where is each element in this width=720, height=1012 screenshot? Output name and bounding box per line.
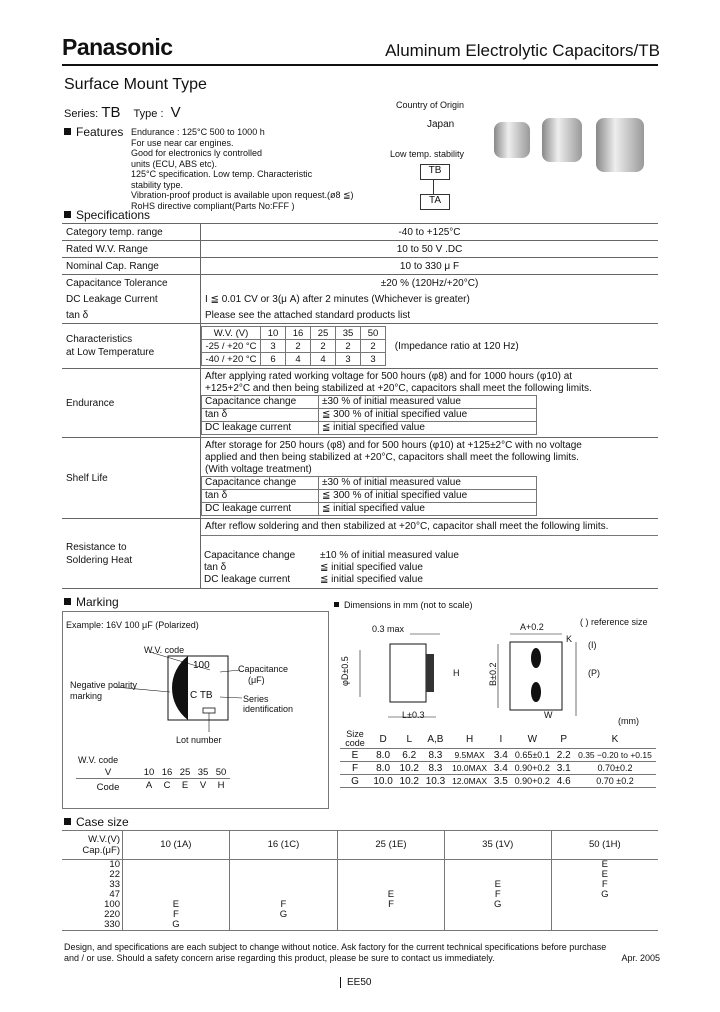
features-heading: Features	[64, 125, 123, 139]
series-value: TB	[101, 104, 121, 121]
capacitance-label: Capacitance (μF)	[238, 664, 289, 685]
spec-row-lowtemp: Characteristics at Low Temperature W.V. (V) 10 16 25 35 50 -25 / +20 °C 3 2 2 2 2 -40 / +20 °C 6 4 4 3 3 (Impedance ratio at 120 Hz)	[62, 324, 658, 369]
case-row: 47 E F G	[62, 890, 658, 900]
page-number: EE50	[340, 977, 371, 988]
case-row: 10 E	[62, 860, 658, 871]
case-row: 22 E	[62, 870, 658, 880]
lowtemp-table: W.V. (V) 10 16 25 35 50 -25 / +20 °C 3 2 2 2 2 -40 / +20 °C 6 4 4 3 3	[201, 326, 386, 366]
spec-row-endurance: Endurance After applying rated working voltage for 500 hours (φ8) and for 1000 hours (φ10) at +125+2°C and then being stabilized at +20°C, capacitors shall meet the following limits. Capacitance change ±30 % of initial measured value tan δ ≦ 300 % of initial specified value DC leakage current ≦ initial specified value	[62, 369, 658, 438]
specifications-table	[62, 223, 658, 589]
wv-code-label: W.V. code	[144, 645, 185, 655]
marking-value: 100	[193, 660, 210, 671]
dimension-drawing	[340, 622, 660, 730]
lot-number-label: Lot number	[176, 735, 222, 745]
dim-row: E 8.0 6.2 8.3 9.5MAX 3.4 0.65±0.1 2.2 0.35 −0.20 to +0.15	[340, 749, 656, 762]
spec-row: DC Leakage Current I ≦ 0.01 CV or 3(μ A) after 2 minutes (Whichever is greater)	[62, 291, 658, 307]
capacitor-photo-large	[596, 118, 644, 172]
dim-label-w: W	[544, 710, 553, 720]
dim-label-03max: 0.3 max	[372, 624, 405, 634]
impedance-note: (Impedance ratio at 120 Hz)	[394, 340, 519, 352]
footer-date: Apr. 2005	[621, 953, 660, 963]
header-rule	[62, 64, 658, 66]
capacitor-photo-medium	[542, 118, 582, 162]
stability-box-tb: TB	[420, 164, 450, 180]
dim-label-i: (I)	[588, 640, 597, 650]
case-row: 330 G	[62, 920, 658, 931]
spec-row: tan δ Please see the attached standard products list	[62, 307, 658, 324]
case-size-heading: Case size	[64, 815, 129, 829]
mount-type-heading: Surface Mount Type	[64, 76, 207, 93]
marking-code: C TB	[190, 690, 213, 701]
spec-row: Capacitance Tolerance ±20 % (120Hz/+20°C)	[62, 275, 658, 292]
series-line: Series: TB Type : V	[64, 104, 181, 121]
origin-country: Japan	[427, 119, 455, 130]
dim-label-p: (P)	[588, 668, 600, 678]
dim-label-h: H	[453, 668, 460, 678]
marking-diagram	[60, 640, 260, 750]
spec-row: Nominal Cap. Range 10 to 330 μ F	[62, 258, 658, 275]
stability-label: Low temp. stability	[390, 149, 465, 159]
wv-code-table: V 10 16 25 35 50 Code A C E V H	[76, 768, 230, 793]
dimensions-table: Size code D L A,B H I W P K E 8.0 6.2 8.3 9.5MAX 3.4 0.65±0.1 2.2 0.35 −0.20 to +0.15 F 8.0 10.2 8.3 10.0MAX 3.4 0.90+0.2 3.1 0.70±0.2 G 10.0 10.2 10.3 12.0MAX 3.5 0.90+0.2 4.6 0.70 ±0.2	[340, 730, 656, 788]
type-value: V	[170, 104, 181, 121]
case-row: 100 E F F G	[62, 900, 658, 910]
dim-label-phid: φD±0.5	[340, 656, 350, 686]
solder-limits: Capacitance change ±10 % of initial measured value tan δ ≦ initial specified value DC leakage current ≦ initial specified value	[204, 550, 459, 585]
case-size-table: W.V.(V) Cap.(μF) 10 (1A) 16 (1C) 25 (1E) 35 (1V) 50 (1H) 10 E 22 E 33 E F 47 E F G 100 E F F G 220 F G 330 G	[62, 830, 658, 931]
spec-row: Rated W.V. Range 10 to 50 V .DC	[62, 241, 658, 258]
footer-disclaimer: Design, and specifications are each subject to change without notice. Ask factory for the current technical specifications before purchase and / or use. Should a safety concern arise regarding this product, please be sure to contact us immediately. Apr. 2005	[64, 942, 660, 963]
marking-heading: Marking	[64, 595, 119, 609]
document-title: Aluminum Electrolytic Capacitors/TB	[385, 41, 660, 60]
shelf-limits: Capacitance change ±30 % of initial measured value tan δ ≦ 300 % of initial specified value DC leakage current ≦ initial specified value	[201, 476, 537, 516]
case-row: 33 E F	[62, 880, 658, 890]
specifications-heading: Specifications	[64, 208, 150, 222]
origin-label: Country of Origin	[396, 100, 465, 110]
spec-row: Category temp. range -40 to +125°C	[62, 224, 658, 241]
mm-label: (mm)	[618, 716, 639, 726]
dim-row: F 8.0 10.2 8.3 10.0MAX 3.4 0.90+0.2 3.1 0.70±0.2	[340, 762, 656, 775]
spec-row-shelf: Shelf Life After storage for 250 hours (φ8) and for 500 hours (φ10) at +125±2°C with no voltage applied and then being stabilized at +20°C, capacitors shall meet the following limits. (With voltage treatment) Capacitance change ±30 % of initial measured value tan δ ≦ 300 % of initial specified value DC leakage current ≦ initial specified value	[62, 438, 658, 519]
dimensions-heading: Dimensions in mm (not to scale)	[334, 600, 473, 610]
dim-label-l: L±0.3	[402, 710, 425, 720]
series-identification-label: Series identification	[243, 694, 294, 714]
dim-label-k: K	[566, 634, 573, 644]
dim-row: G 10.0 10.2 10.3 12.0MAX 3.5 0.90+0.2 4.6 0.70 ±0.2	[340, 775, 656, 788]
stability-box-ta: TA	[420, 194, 450, 210]
marking-example: Example: 16V 100 μF (Polarized)	[66, 620, 199, 630]
dim-label-b: B±0.2	[488, 662, 498, 686]
endurance-limits: Capacitance change ±30 % of initial measured value tan δ ≦ 300 % of initial specified value DC leakage current ≦ initial specified value	[201, 395, 537, 435]
reference-size-note: ( ) reference size	[580, 617, 648, 627]
features-list: Endurance : 125°C 500 to 1000 h For use near car engines. Good for electronics ly controlled units (ECU, ABS etc). 125°C specification. Low temp. Characteristic stability type. Vibration-proof product is available upon request.(ø8 ≦) RoHS directive compliant(Parts No:FFF )	[131, 127, 354, 211]
wv-code-table-title: W.V. code	[78, 755, 119, 765]
capacitor-photo-small	[494, 122, 530, 158]
negative-polarity-label: Negative polarity marking	[70, 680, 138, 701]
stability-arrow	[433, 179, 434, 194]
case-row: 220 F G	[62, 910, 658, 920]
spec-row-solder: Resistance to Soldering Heat After reflow soldering and then stabilized at +20°C, capacitor shall meet the following limits. Capacitance change ±10 % of initial measured value tan δ ≦ initial specified value DC leakage current ≦ initial specified value	[62, 519, 658, 589]
dim-label-a: A+0.2	[520, 622, 544, 632]
brand-logo: Panasonic	[62, 34, 173, 60]
